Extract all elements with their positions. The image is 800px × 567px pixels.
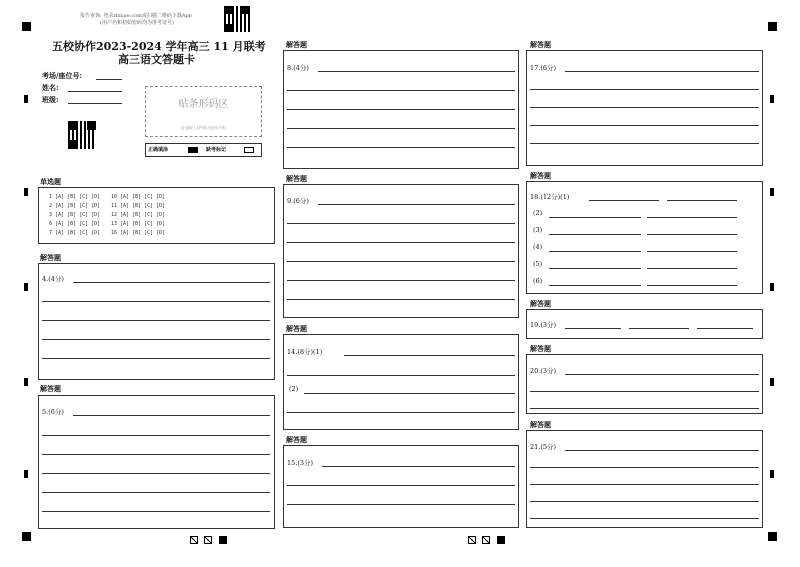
timing-mark: [770, 95, 774, 103]
answer-line[interactable]: [42, 358, 270, 359]
answer-line[interactable]: [647, 217, 737, 218]
answer-line[interactable]: [287, 504, 515, 505]
answer-box-q17: [526, 50, 763, 166]
answer-line[interactable]: [697, 328, 753, 329]
absent-mark-box[interactable]: [244, 147, 254, 153]
single-choice-section-title: 单选题: [40, 178, 61, 186]
answer-line[interactable]: [549, 285, 641, 286]
answer-line[interactable]: [647, 268, 737, 269]
question-label-q20: 20.(3分): [530, 367, 557, 375]
correct-fill-label: 正确填涂: [148, 147, 169, 153]
answer-line[interactable]: [565, 450, 759, 451]
question-label-q5: 5.(6分): [42, 408, 64, 416]
choice-row[interactable]: 1 [A] [B] [C] [D]: [49, 194, 101, 200]
answer-line[interactable]: [42, 511, 270, 512]
answer-line[interactable]: [549, 217, 641, 218]
answer-line[interactable]: [530, 391, 759, 392]
choice-row[interactable]: 16 [A] [B] [C] [D]: [111, 230, 166, 236]
question-label-q8: 8.(4分): [287, 64, 309, 72]
name-field[interactable]: [68, 91, 122, 92]
answer-line[interactable]: [530, 89, 759, 90]
answer-line[interactable]: [42, 339, 270, 340]
choice-row[interactable]: 13 [A] [B] [C] [D]: [111, 221, 166, 227]
answer-line[interactable]: [42, 473, 270, 474]
section-title: 解答题: [530, 421, 551, 429]
answer-line[interactable]: [530, 408, 759, 409]
choice-row[interactable]: 6 [A] [B] [C] [D]: [49, 221, 101, 227]
question-label-q19: 19.(3分): [530, 321, 557, 329]
question-label-q18-part3: (3): [533, 226, 543, 234]
exam-seat-field[interactable]: [96, 79, 122, 80]
answer-line[interactable]: [530, 501, 759, 502]
section-title: 解答题: [40, 254, 61, 262]
choice-row[interactable]: 3 [A] [B] [C] [D]: [49, 212, 101, 218]
answer-box-q14: [283, 334, 519, 430]
page-code-mark: [219, 536, 227, 544]
section-title: 解答题: [286, 175, 307, 183]
report-notice-line1: 报告查询: 登录zhixue.com或扫描二维码下载App: [80, 13, 192, 19]
answer-line[interactable]: [73, 282, 270, 283]
answer-line[interactable]: [42, 454, 270, 455]
answer-line[interactable]: [647, 251, 737, 252]
report-notice-line2: (用户名和初始密码均为准考证号): [100, 20, 174, 26]
question-label-q17: 17.(6分): [530, 64, 557, 72]
question-label-q18-part4: (4): [533, 243, 543, 251]
answer-line[interactable]: [530, 484, 759, 485]
question-label-q4: 4.(4分): [42, 275, 64, 283]
answer-line[interactable]: [322, 466, 515, 467]
answer-box-q4: [38, 263, 275, 380]
corner-mark-bottom-right: [768, 532, 777, 541]
answer-line[interactable]: [565, 71, 759, 72]
timing-mark: [770, 378, 774, 386]
choice-row[interactable]: 2 [A] [B] [C] [D]: [49, 203, 101, 209]
page-code-box: [468, 536, 476, 544]
name-label: 姓名:: [42, 83, 59, 92]
choice-row[interactable]: 11 [A] [B] [C] [D]: [111, 203, 166, 209]
section-title: 解答题: [286, 436, 307, 444]
answer-box-q21: [526, 430, 763, 528]
question-label-q18: 18.(12分)(1): [530, 193, 570, 201]
page-code-box: [190, 536, 198, 544]
answer-box-q18: [526, 181, 763, 294]
question-label-q21: 21.(5分): [530, 443, 557, 451]
answer-line[interactable]: [287, 147, 515, 148]
answer-line[interactable]: [287, 128, 515, 129]
answer-line[interactable]: [42, 492, 270, 493]
answer-sheet-title: 高三语文答题卡: [118, 53, 195, 66]
corner-mark-top-left: [22, 22, 31, 31]
class-field[interactable]: [68, 103, 122, 104]
barcode-area-title: 贴条形码区: [178, 99, 229, 110]
answer-line[interactable]: [304, 393, 515, 394]
answer-line[interactable]: [647, 234, 737, 235]
correct-fill-sample-icon: [188, 147, 198, 153]
section-title: 解答题: [530, 172, 551, 180]
answer-line[interactable]: [549, 268, 641, 269]
timing-mark: [770, 470, 774, 478]
answer-box-q5: [38, 395, 275, 529]
answer-line[interactable]: [629, 328, 689, 329]
timing-mark: [24, 283, 28, 291]
section-title: 解答题: [40, 385, 61, 393]
answer-line[interactable]: [287, 109, 515, 110]
choice-row[interactable]: 10 [A] [B] [C] [D]: [111, 194, 166, 200]
answer-line[interactable]: [530, 107, 759, 108]
answer-line[interactable]: [287, 280, 515, 281]
timing-mark: [770, 283, 774, 291]
answer-line[interactable]: [549, 234, 641, 235]
barcode-area-note: (正面朝上,切勿贴出虚线方框): [180, 126, 227, 130]
fill-legend: [145, 143, 262, 157]
answer-line[interactable]: [565, 328, 621, 329]
section-title: 解答题: [286, 41, 307, 49]
timing-mark: [24, 188, 28, 196]
answer-line[interactable]: [318, 71, 515, 72]
choice-row[interactable]: 7 [A] [B] [C] [D]: [49, 230, 101, 236]
section-title: 解答题: [530, 300, 551, 308]
corner-mark-top-right: [768, 22, 777, 31]
timing-mark: [24, 470, 28, 478]
answer-line[interactable]: [318, 204, 515, 205]
section-title: 解答题: [530, 345, 551, 353]
qr-code-icon: [224, 6, 250, 32]
answer-box-q19: [526, 309, 763, 339]
barcode-area: [145, 86, 262, 137]
answer-line[interactable]: [42, 301, 270, 302]
answer-line[interactable]: [344, 355, 515, 356]
answer-line[interactable]: [530, 467, 759, 468]
page-code-mark: [497, 536, 505, 544]
answer-line[interactable]: [565, 374, 759, 375]
exam-seat-label: 考场/座位号:: [42, 71, 83, 80]
question-label-q18-part5: (5): [533, 260, 543, 268]
answer-line[interactable]: [287, 261, 515, 262]
answer-line[interactable]: [530, 125, 759, 126]
timing-mark: [24, 95, 28, 103]
single-choice-box: [38, 187, 275, 244]
choice-row[interactable]: 12 [A] [B] [C] [D]: [111, 212, 166, 218]
answer-line[interactable]: [530, 143, 759, 144]
exam-title: 五校协作2023-2024 学年高三 11 月联考: [52, 40, 266, 53]
answer-line[interactable]: [287, 223, 515, 224]
answer-box-q8: [283, 50, 519, 169]
question-label-q14-part2: (2): [289, 385, 299, 393]
answer-line[interactable]: [42, 320, 270, 321]
answer-line[interactable]: [549, 251, 641, 252]
answer-box-q15: [283, 445, 519, 528]
answer-box-q20: [526, 354, 763, 414]
answer-line[interactable]: [530, 518, 759, 519]
answer-line[interactable]: [287, 485, 515, 486]
timing-mark: [770, 188, 774, 196]
corner-mark-bottom-left: [22, 532, 31, 541]
page-code-box: [204, 536, 212, 544]
answer-line[interactable]: [287, 90, 515, 91]
answer-line[interactable]: [667, 200, 737, 201]
qr-code-icon: [68, 121, 96, 149]
question-label-q9: 9.(6分): [287, 197, 309, 205]
absent-mark-label: 缺考标记: [206, 147, 227, 153]
section-title: 解答题: [530, 41, 551, 49]
question-label-q18-part2: (2): [533, 209, 543, 217]
answer-line[interactable]: [42, 435, 270, 436]
timing-mark: [24, 378, 28, 386]
class-label: 班级:: [42, 95, 59, 104]
answer-line[interactable]: [73, 415, 270, 416]
answer-box-q9: [283, 184, 519, 318]
question-label-q15: 15.(3分): [287, 459, 314, 467]
section-title: 解答题: [286, 325, 307, 333]
question-label-q18-part6: (6): [533, 277, 543, 285]
answer-line[interactable]: [287, 412, 515, 413]
answer-line[interactable]: [287, 299, 515, 300]
question-label-q14: 14.(8分)(1): [287, 348, 323, 356]
page-code-box: [482, 536, 490, 544]
answer-line[interactable]: [287, 375, 515, 376]
answer-line[interactable]: [287, 242, 515, 243]
answer-line[interactable]: [647, 285, 737, 286]
answer-line[interactable]: [589, 200, 659, 201]
